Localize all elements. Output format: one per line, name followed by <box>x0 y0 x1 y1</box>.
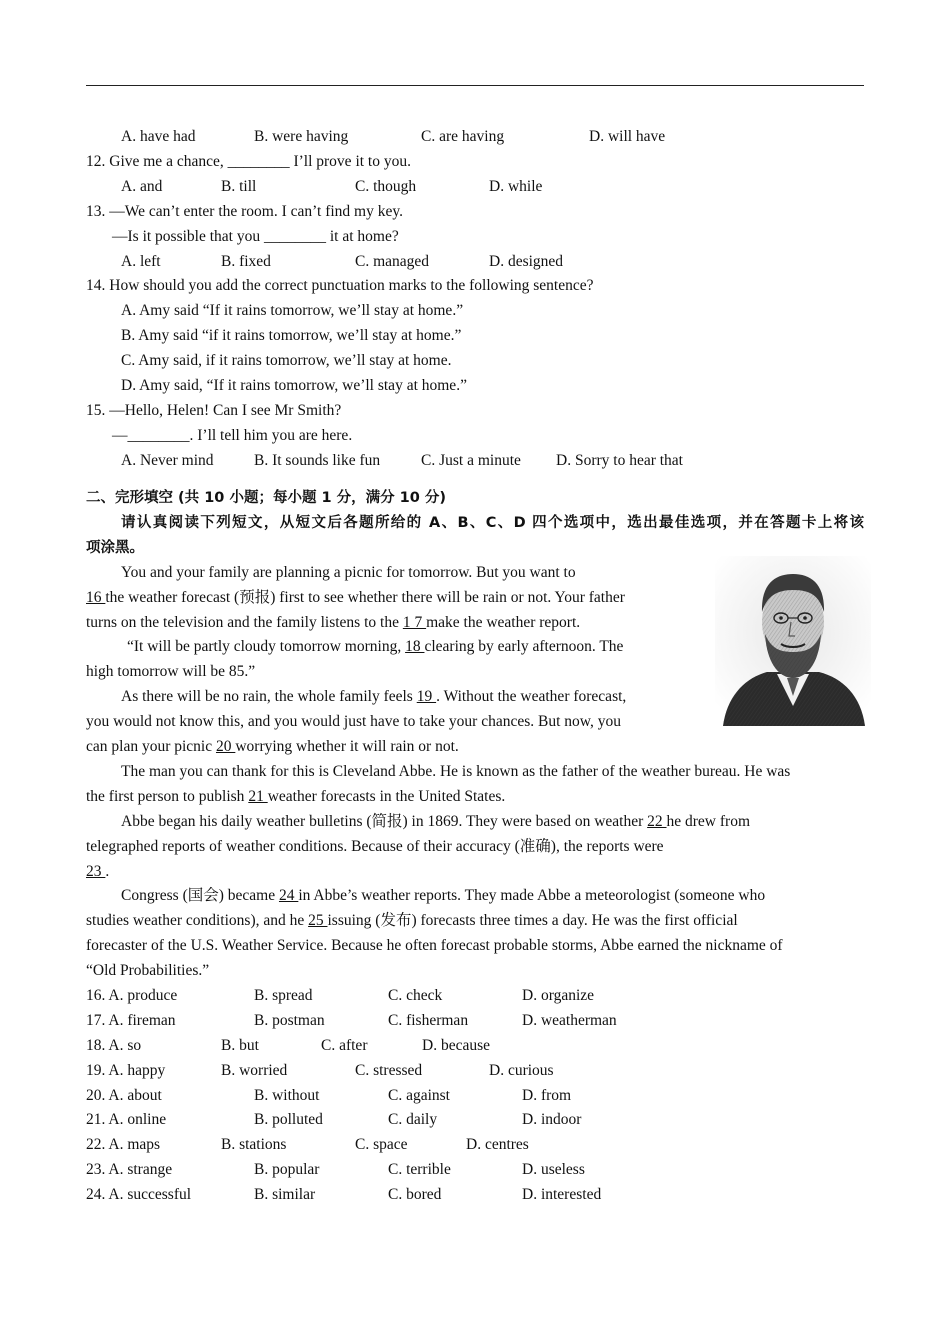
q22-option-c: C. space <box>355 1136 408 1153</box>
blank-19: 19 <box>416 688 437 705</box>
passage-p6-line-1b: in Abbe’s weather reports. They made Abbe a meteorologist (someone who <box>298 887 766 904</box>
q19-option-b: B. worried <box>221 1062 288 1079</box>
passage-p2-line-1b: clearing by early afternoon. The <box>424 638 624 655</box>
q15-stem-2: —________. I’ll tell him you are here. <box>112 427 353 444</box>
q22-option-a: 22. A. maps <box>86 1136 161 1153</box>
q15-option-c: C. Just a minute <box>421 452 521 469</box>
q15-option-b: B. It sounds like fun <box>254 452 381 469</box>
q14-option-b: B. Amy said “if it rains tomorrow, we’ll stay at home.” <box>121 327 462 344</box>
q14-option-c: C. Amy said, if it rains tomorrow, we’ll stay at home. <box>121 352 452 369</box>
passage-p3-line-1 <box>121 687 626 707</box>
q21-option-b: B. polluted <box>254 1111 323 1128</box>
passage-p6-line-3: forecaster of the U.S. Weather Service. Because he often forecast probable storms, Abbe earned the nickname of <box>86 937 783 954</box>
blank-22: 22 <box>647 813 667 830</box>
passage-p6-line-1a: Congress (国会) became <box>121 887 279 904</box>
q14-option-a: A. Amy said “If it rains tomorrow, we’ll stay at home.” <box>121 302 464 319</box>
q24-option-b: B. similar <box>254 1186 316 1203</box>
q24-option-d: D. interested <box>522 1186 602 1203</box>
passage-p2-line-1 <box>127 637 623 657</box>
q23-option-c: C. terrible <box>388 1161 451 1178</box>
q15-option-d: D. Sorry to hear that <box>556 452 683 469</box>
passage-p3-line-3b: worrying whether it will rain or not. <box>235 738 459 755</box>
passage-p4-line-2a: the first person to publish <box>86 788 249 805</box>
q19-option-d: D. curious <box>489 1062 554 1079</box>
q16-option-d: D. organize <box>522 987 595 1004</box>
q12-stem: 12. Give me a chance, ________ I’ll prove it to you. <box>86 153 411 170</box>
blank-21: 21 <box>248 788 268 805</box>
passage-p6-line-2b: issuing (发布) forecasts three times a day. He was the first official <box>327 912 738 929</box>
q14-stem: 14. How should you add the correct punctuation marks to the following sentence? <box>86 277 594 294</box>
passage-p4-line-2b: weather forecasts in the United States. <box>267 788 506 805</box>
q13-stem-1: 13. —We can’t enter the room. I can’t find my key. <box>86 203 403 220</box>
q11-option-b: B. were having <box>254 128 349 145</box>
q21-option-d: D. indoor <box>522 1111 582 1128</box>
passage-p2-line-2: high tomorrow will be 85.” <box>86 663 256 680</box>
q16-option-a: 16. A. produce <box>86 987 178 1004</box>
q18-option-c: C. after <box>321 1037 368 1054</box>
q15-stem-1: 15. —Hello, Helen! Can I see Mr Smith? <box>86 402 342 419</box>
q16-option-c: C. check <box>388 987 443 1004</box>
q19-option-a: 19. A. happy <box>86 1062 166 1079</box>
passage-p6-line-2a: studies weather conditions), and he <box>86 912 309 929</box>
section-heading: 二、完形填空 (共 10 小题；每小题 1 分，满分 10 分) <box>86 490 447 506</box>
blank-18: 18 <box>405 638 425 655</box>
q15-option-a: A. Never mind <box>121 452 214 469</box>
q17-option-d: D. weatherman <box>522 1012 617 1029</box>
passage-p1-line-3b: make the weather report. <box>426 614 581 631</box>
q17-option-a: 17. A. fireman <box>86 1012 176 1029</box>
section-instruction-line-2: 项涂黑。 <box>86 540 144 556</box>
passage-p1-line-2 <box>86 588 702 608</box>
q20-option-b: B. without <box>254 1087 320 1104</box>
passage-p5-line-3b: . <box>105 863 110 880</box>
passage-p3-line-1a: As there will be no rain, the whole family feels <box>121 688 417 705</box>
q17-option-c: C. fisherman <box>388 1012 469 1029</box>
passage-p6-line-4: “Old Probabilities.” <box>86 962 210 979</box>
q18-option-d: D. because <box>422 1037 490 1054</box>
blank-16: 16 <box>86 589 106 606</box>
q18-option-b: B. but <box>221 1037 259 1054</box>
passage-p4-line-1: The man you can thank for this is Cleveland Abbe. He is known as the father of the weather bureau. He was <box>121 763 791 780</box>
q23-option-a: 23. A. strange <box>86 1161 173 1178</box>
q13-option-d: D. designed <box>489 253 564 270</box>
blank-20: 20 <box>215 738 236 755</box>
passage-p1-line-2-text: the weather forecast (预报) first to see whether there will be rain or not. Your father <box>105 589 625 606</box>
q13-option-b: B. fixed <box>221 253 271 270</box>
q21-option-a: 21. A. online <box>86 1111 167 1128</box>
q20-option-c: C. against <box>388 1087 450 1104</box>
passage-p6-line-1 <box>121 886 765 906</box>
passage-p1-line-3a: turns on the television and the family listens to the <box>86 614 403 631</box>
passage-p3-line-2: you would not know this, and you would just have to take your chances. But now, you <box>86 713 621 730</box>
q23-option-d: D. useless <box>522 1161 585 1178</box>
q11-option-d: D. will have <box>589 128 666 145</box>
passage-p3-line-1b: . Without the weather forecast, <box>436 688 627 705</box>
q20-option-a: 20. A. about <box>86 1087 162 1104</box>
passage-p5-line-1b: he drew from <box>666 813 751 830</box>
q21-option-c: C. daily <box>388 1111 438 1128</box>
passage-p1-line-1: You and your family are planning a picnic for tomorrow. But you want to <box>121 564 576 581</box>
blank-24: 24 <box>278 887 299 904</box>
passage-p1-line-3 <box>86 613 580 633</box>
passage-p5-line-1 <box>121 812 750 832</box>
passage-p5-line-3 <box>86 862 109 882</box>
blank-25: 25 <box>308 912 328 929</box>
passage-p5-line-1a: Abbe began his daily weather bulletins (简报) in 1869. They were based on weather <box>121 813 648 830</box>
cleveland-abbe-portrait <box>715 556 871 726</box>
q12-option-d: D. while <box>489 178 543 195</box>
q17-option-b: B. postman <box>254 1012 325 1029</box>
q24-option-a: 24. A. successful <box>86 1186 192 1203</box>
passage-p3-line-3 <box>86 737 459 757</box>
q13-option-c: C. managed <box>355 253 430 270</box>
passage-p6-line-2 <box>86 911 738 931</box>
q22-option-b: B. stations <box>221 1136 287 1153</box>
header-rule <box>86 85 864 86</box>
q20-option-d: D. from <box>522 1087 572 1104</box>
q13-stem-2: —Is it possible that you ________ it at home? <box>112 228 399 245</box>
passage-p2-line-1a: “It will be partly cloudy tomorrow morning, <box>127 638 406 655</box>
q23-option-b: B. popular <box>254 1161 320 1178</box>
q24-option-c: C. bored <box>388 1186 442 1203</box>
q19-option-c: C. stressed <box>355 1062 423 1079</box>
blank-17: 1 7 <box>402 614 427 631</box>
q14-option-d: D. Amy said, “If it rains tomorrow, we’ll stay at home.” <box>121 377 467 394</box>
blank-23: 23 <box>86 863 106 880</box>
q11-option-c: C. are having <box>421 128 505 145</box>
passage-p4-line-2 <box>86 787 505 807</box>
section-instruction-line-1: 请认真阅读下列短文，从短文后各题所给的 A、B、C、D 四个选项中，选出最佳选项，并在答题卡上将该 <box>121 515 864 531</box>
q12-option-c: C. though <box>355 178 417 195</box>
passage-p3-line-3a: can plan your picnic <box>86 738 216 755</box>
q12-option-b: B. till <box>221 178 257 195</box>
q22-option-d: D. centres <box>466 1136 529 1153</box>
passage-p5-line-2: telegraphed reports of weather conditions. Because of their accuracy (准确), the reports were <box>86 838 664 855</box>
q16-option-b: B. spread <box>254 987 313 1004</box>
q18-option-a: 18. A. so <box>86 1037 142 1054</box>
q11-option-a: A. have had <box>121 128 196 145</box>
q13-option-a: A. left <box>121 253 161 270</box>
q12-option-a: A. and <box>121 178 163 195</box>
